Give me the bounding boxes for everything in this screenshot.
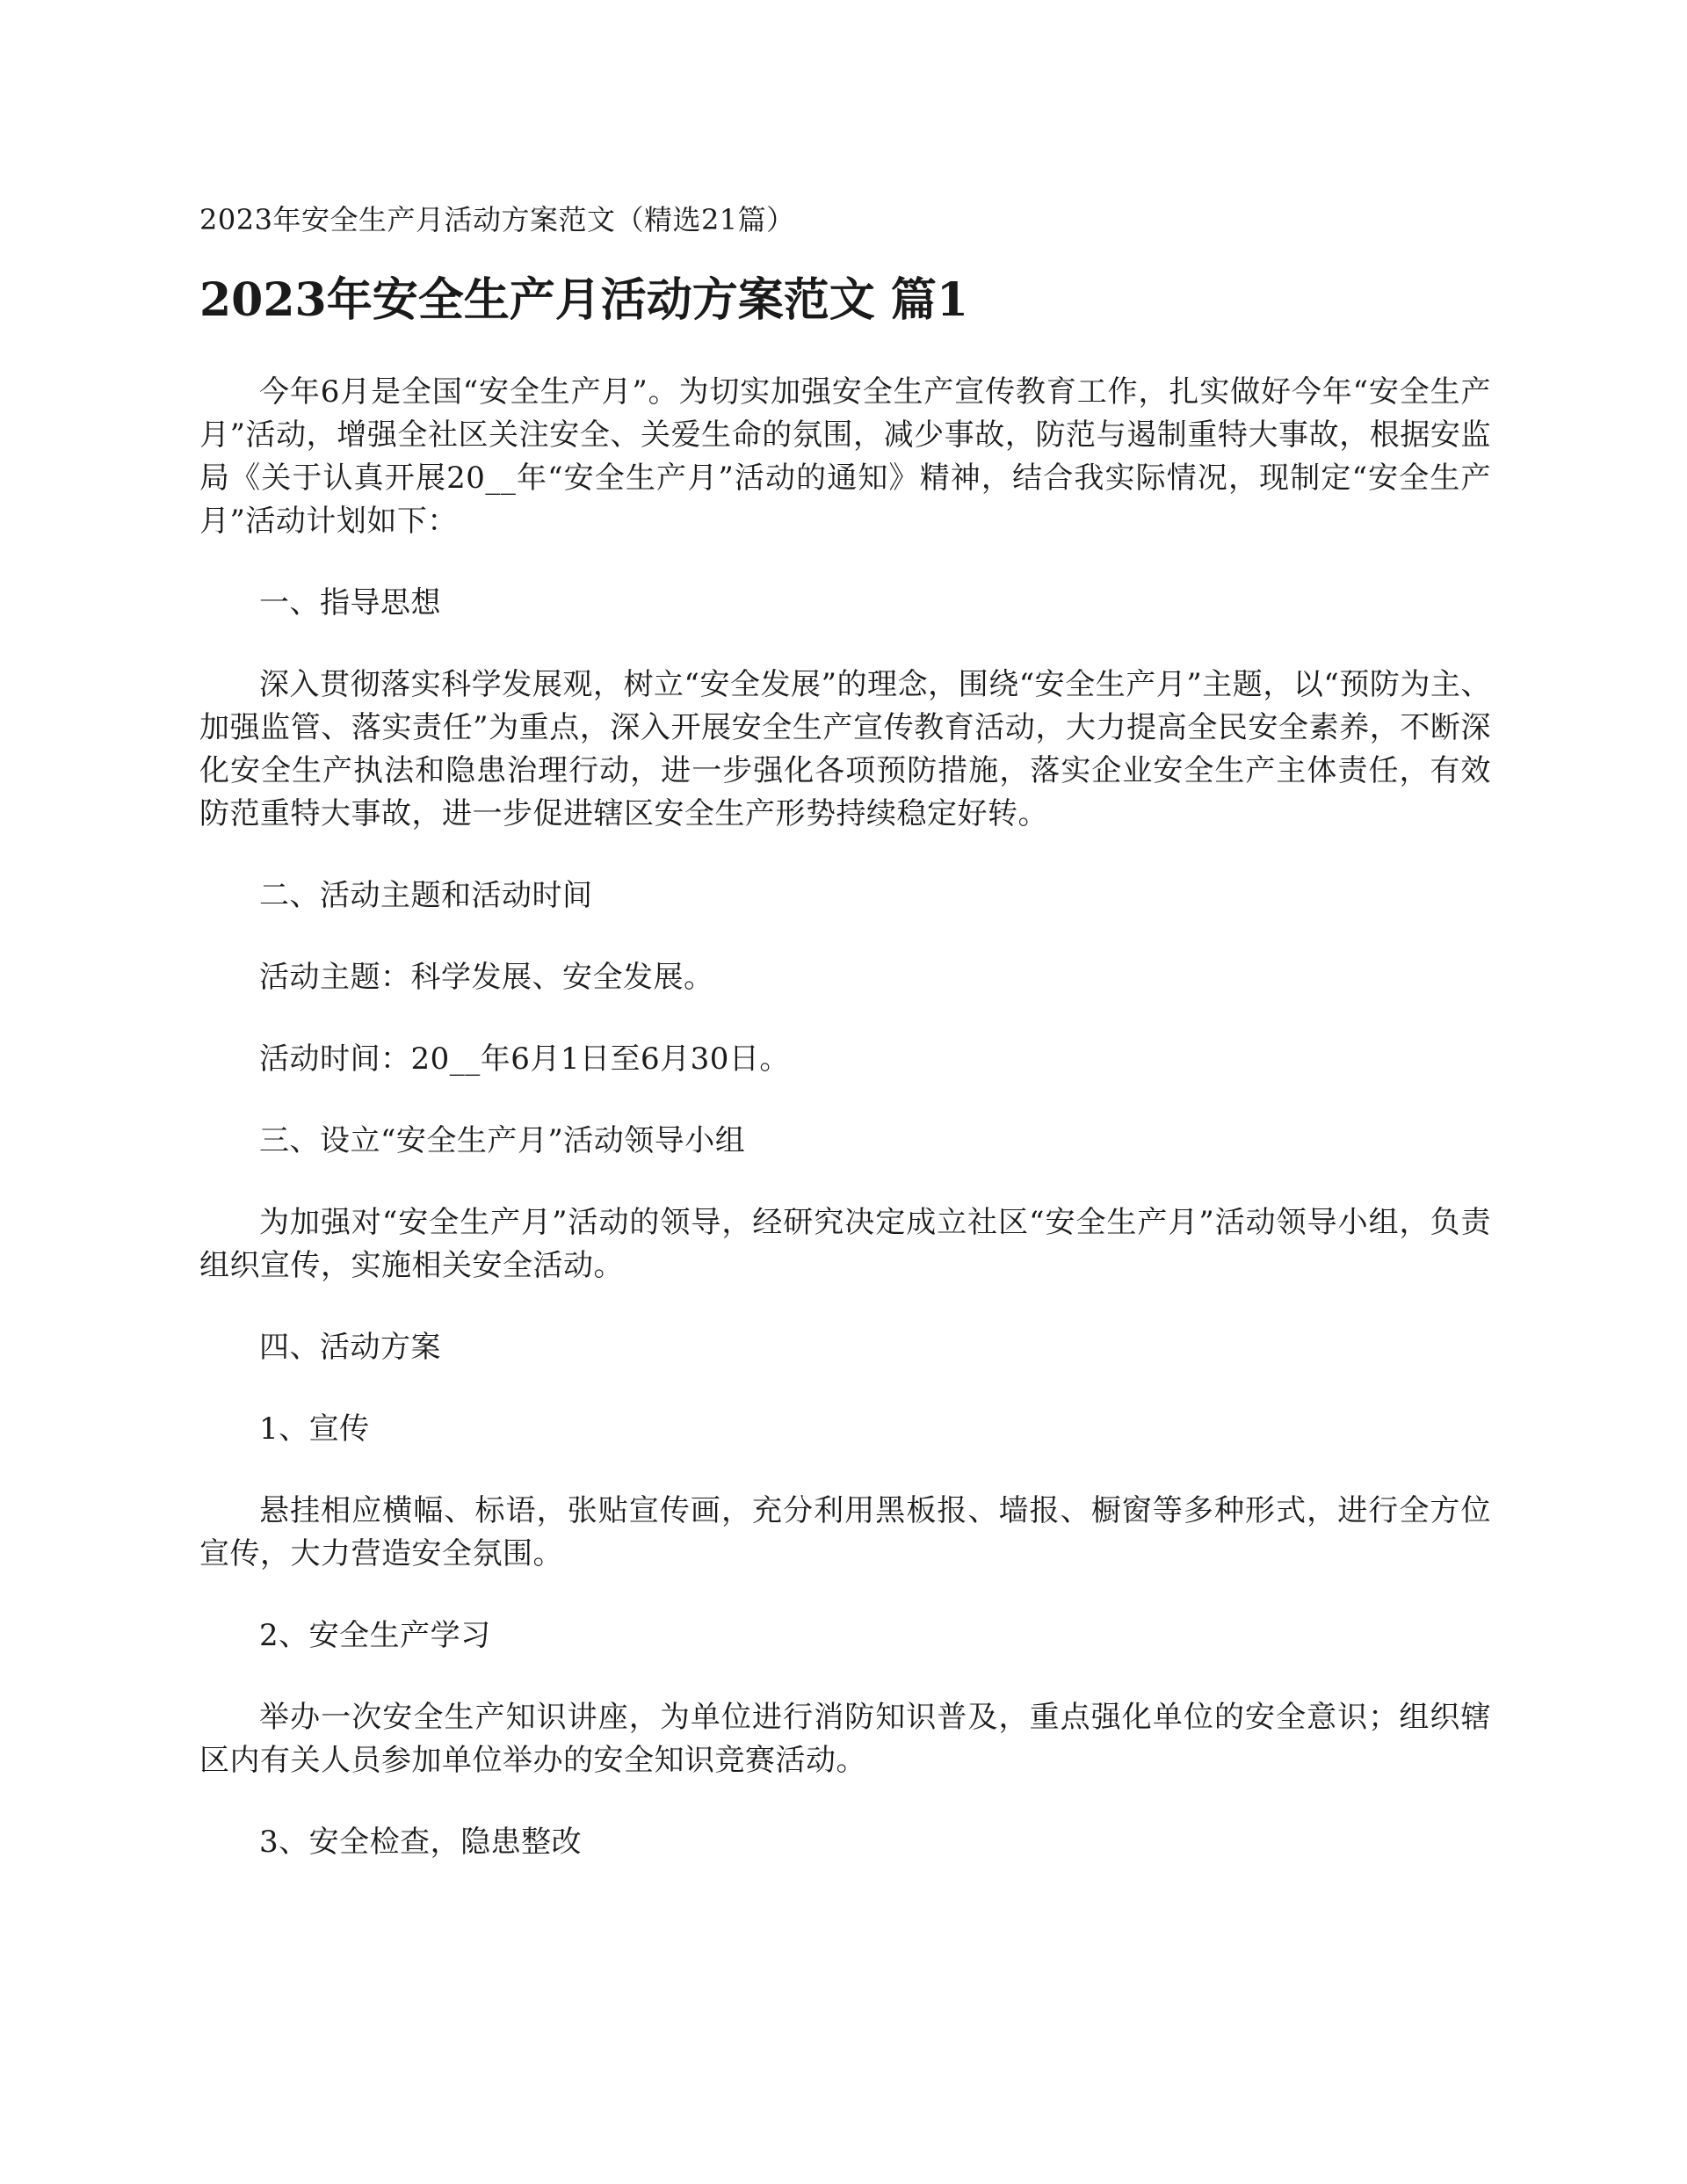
- document-title: 2023年安全生产月活动方案范文（精选21篇）: [199, 203, 795, 236]
- heading-safety-inspection: 3、安全检查，隐患整改: [259, 1825, 583, 1860]
- heading-safety-study: 2、安全生产学习: [259, 1618, 491, 1653]
- paragraph-activity-theme: 活动主题：科学发展、安全发展。: [259, 960, 714, 995]
- heading-theme-and-time: 二、活动主题和活动时间: [259, 878, 593, 913]
- section-heading: 2023年安全生产月活动方案范文 篇1: [199, 273, 969, 327]
- heading-activity-plan: 四、活动方案: [259, 1330, 441, 1365]
- heading-guiding-ideology: 一、指导思想: [259, 585, 441, 620]
- paragraph-publicity: 悬挂相应横幅、标语，张贴宣传画，充分利用黑板报、墙报、橱窗等多种形式，进行全方位宣传，大力营造安全氛围。: [199, 1493, 1491, 1571]
- paragraph-activity-time: 活动时间：20__年6月1日至6月30日。: [259, 1041, 790, 1077]
- document-body: [199, 197, 1491, 1903]
- paragraph-safety-study: 举办一次安全生产知识讲座，为单位进行消防知识普及，重点强化单位的安全意识；组织辖区内有关人员参加单位举办的安全知识竞赛活动。: [199, 1700, 1491, 1778]
- paragraph-leadership-group: 为加强对“安全生产月”活动的领导，经研究决定成立社区“安全生产月”活动领导小组，负责组织宣传，实施相关安全活动。: [199, 1205, 1491, 1283]
- heading-leadership-group: 三、设立“安全生产月”活动领导小组: [259, 1123, 746, 1158]
- paragraph-guiding-ideology: 深入贯彻落实科学发展观，树立“安全发展”的理念，围绕“安全生产月”主题，以“预防为主、加强监管、落实责任”为重点，深入开展安全生产宣传教育活动，大力提高全民安全素养，不断深化安全生产执法和隐患治理行动，进一步强化各项预防措施，落实企业安全生产主体责任，有效防范重特大事故，进一步促进辖区安全生产形势持续稳定好转。: [199, 667, 1491, 831]
- heading-publicity: 1、宣传: [259, 1411, 370, 1447]
- paragraph-intro: 今年6月是全国“安全生产月”。为切实加强安全生产宣传教育工作，扎实做好今年“安全生产月”活动，增强全社区关注安全、关爱生命的氛围，减少事故，防范与遏制重特大事故，根据安监局《关于认真开展20__年“安全生产月”活动的通知》精神，结合我实际情况，现制定“安全生产月”活动计划如下：: [199, 374, 1491, 539]
